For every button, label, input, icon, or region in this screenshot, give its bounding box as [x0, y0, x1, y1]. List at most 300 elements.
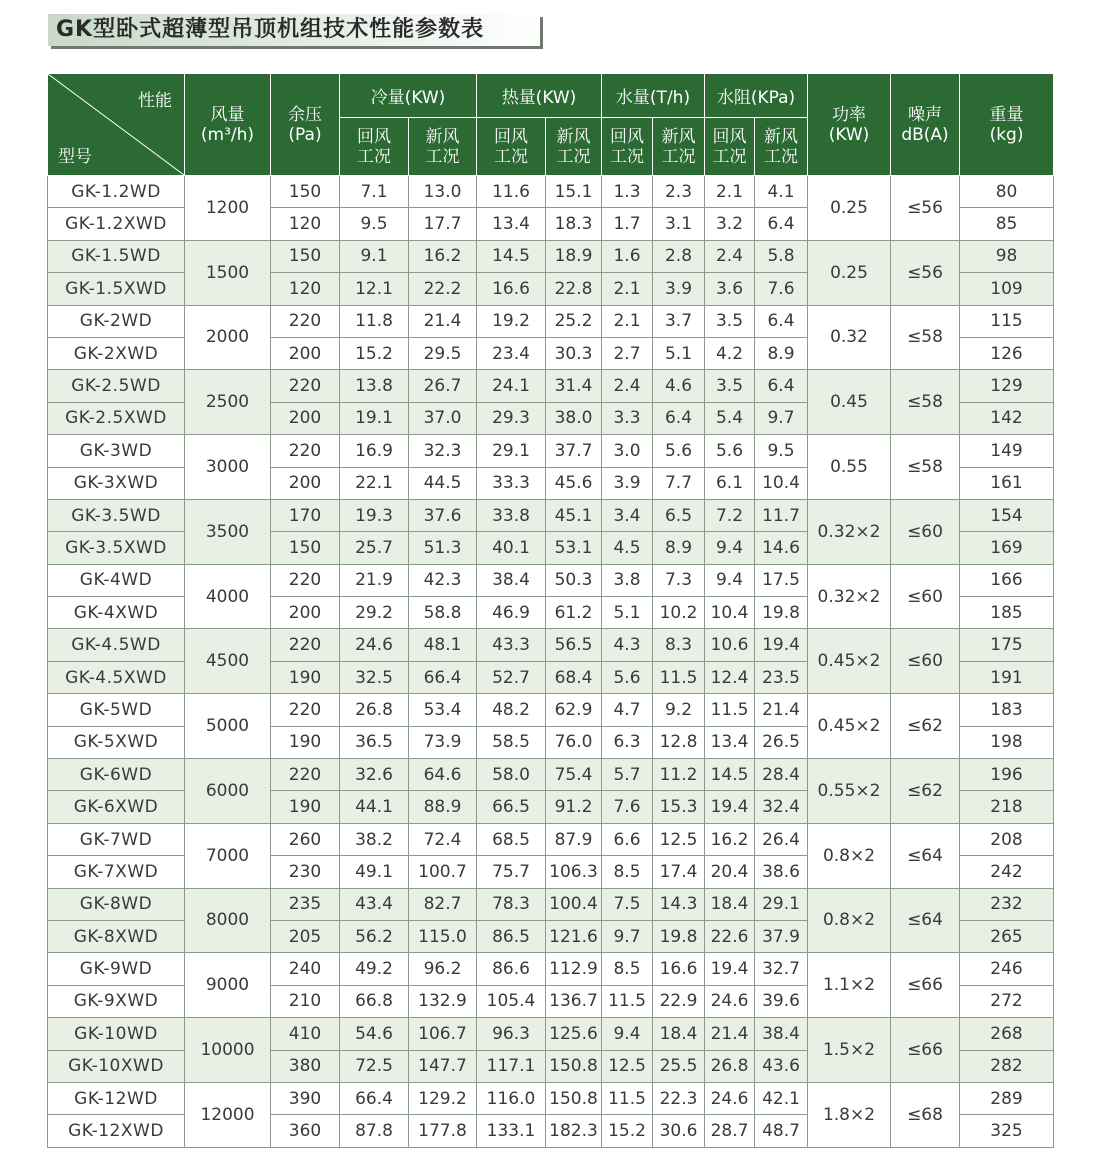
heat-f-cell: 30.3 — [546, 337, 602, 369]
res-f-cell: 8.9 — [755, 337, 808, 369]
model-cell: GK-4WD — [48, 564, 185, 596]
heat-f-cell: 91.2 — [546, 791, 602, 823]
power-cell: 0.25 — [808, 176, 891, 241]
noise-cell: ≤66 — [891, 953, 960, 1018]
table-row — [48, 1018, 1054, 1050]
header-airflow: 风量 (m³/h) — [185, 74, 271, 176]
power-cell: 0.32 — [808, 305, 891, 370]
heat-f-cell: 53.1 — [546, 532, 602, 564]
cool-r-cell: 32.5 — [340, 661, 409, 693]
res-f-cell: 19.4 — [755, 629, 808, 661]
res-f-cell: 4.1 — [755, 176, 808, 208]
res-r-cell: 7.2 — [705, 499, 755, 531]
cool-f-cell: 147.7 — [409, 1050, 477, 1082]
weight-cell: 289 — [960, 1082, 1054, 1114]
cool-r-cell: 9.5 — [340, 208, 409, 240]
header-heating-return: 回风 工况 — [477, 118, 546, 176]
heat-f-cell: 38.0 — [546, 402, 602, 434]
pressure-cell: 240 — [271, 953, 340, 985]
table-row — [48, 564, 1054, 596]
power-cell: 0.55 — [808, 435, 891, 500]
airflow-cell: 1200 — [185, 176, 271, 241]
res-f-cell: 38.4 — [755, 1018, 808, 1050]
noise-cell: ≤58 — [891, 435, 960, 500]
water-r-cell: 4.5 — [602, 532, 653, 564]
cool-r-cell: 66.8 — [340, 985, 409, 1017]
cool-r-cell: 7.1 — [340, 176, 409, 208]
cool-f-cell: 42.3 — [409, 564, 477, 596]
res-f-cell: 21.4 — [755, 694, 808, 726]
cool-r-cell: 22.1 — [340, 467, 409, 499]
heat-r-cell: 96.3 — [477, 1018, 546, 1050]
water-f-cell: 22.9 — [653, 985, 705, 1017]
airflow-cell: 2000 — [185, 305, 271, 370]
airflow-cell: 7000 — [185, 823, 271, 888]
water-f-cell: 18.4 — [653, 1018, 705, 1050]
water-f-cell: 3.9 — [653, 273, 705, 305]
heat-f-cell: 45.6 — [546, 467, 602, 499]
model-cell: GK-7XWD — [48, 856, 185, 888]
airflow-cell: 6000 — [185, 759, 271, 824]
power-cell: 1.5×2 — [808, 1018, 891, 1083]
noise-cell: ≤58 — [891, 305, 960, 370]
weight-cell: 154 — [960, 499, 1054, 531]
res-f-cell: 29.1 — [755, 888, 808, 920]
water-f-cell: 15.3 — [653, 791, 705, 823]
pressure-cell: 170 — [271, 499, 340, 531]
res-r-cell: 18.4 — [705, 888, 755, 920]
header-water-fresh: 新风 工况 — [653, 118, 705, 176]
heat-f-cell: 182.3 — [546, 1115, 602, 1148]
cool-f-cell: 29.5 — [409, 337, 477, 369]
cool-r-cell: 54.6 — [340, 1018, 409, 1050]
heat-r-cell: 58.5 — [477, 726, 546, 758]
heat-r-cell: 46.9 — [477, 597, 546, 629]
pressure-cell: 380 — [271, 1050, 340, 1082]
res-f-cell: 32.4 — [755, 791, 808, 823]
heat-f-cell: 61.2 — [546, 597, 602, 629]
pressure-cell: 220 — [271, 305, 340, 337]
res-r-cell: 24.6 — [705, 985, 755, 1017]
weight-cell: 80 — [960, 176, 1054, 208]
water-r-cell: 4.7 — [602, 694, 653, 726]
water-f-cell: 16.6 — [653, 953, 705, 985]
heat-f-cell: 62.9 — [546, 694, 602, 726]
res-f-cell: 23.5 — [755, 661, 808, 693]
pressure-cell: 200 — [271, 597, 340, 629]
res-r-cell: 14.5 — [705, 759, 755, 791]
res-r-cell: 3.6 — [705, 273, 755, 305]
cool-f-cell: 106.7 — [409, 1018, 477, 1050]
cool-f-cell: 21.4 — [409, 305, 477, 337]
heat-r-cell: 58.0 — [477, 759, 546, 791]
cool-f-cell: 177.8 — [409, 1115, 477, 1148]
table-row — [48, 629, 1054, 661]
cool-f-cell: 129.2 — [409, 1082, 477, 1114]
heat-r-cell: 24.1 — [477, 370, 546, 402]
water-f-cell: 8.9 — [653, 532, 705, 564]
water-r-cell: 2.1 — [602, 273, 653, 305]
pressure-cell: 205 — [271, 920, 340, 952]
water-f-cell: 25.5 — [653, 1050, 705, 1082]
heat-f-cell: 18.3 — [546, 208, 602, 240]
pressure-cell: 120 — [271, 208, 340, 240]
res-r-cell: 3.5 — [705, 305, 755, 337]
table-row — [48, 1082, 1054, 1114]
weight-cell: 191 — [960, 661, 1054, 693]
airflow-cell: 12000 — [185, 1082, 271, 1147]
header-cooling-return: 回风 工况 — [340, 118, 409, 176]
water-r-cell: 3.9 — [602, 467, 653, 499]
res-r-cell: 19.4 — [705, 791, 755, 823]
res-r-cell: 3.2 — [705, 208, 755, 240]
water-f-cell: 3.7 — [653, 305, 705, 337]
model-cell: GK-2XWD — [48, 337, 185, 369]
page-title: GK型卧式超薄型吊顶机组技术性能参数表 — [56, 17, 485, 42]
weight-cell: 129 — [960, 370, 1054, 402]
heat-r-cell: 78.3 — [477, 888, 546, 920]
cool-r-cell: 21.9 — [340, 564, 409, 596]
water-f-cell: 11.2 — [653, 759, 705, 791]
model-cell: GK-5XWD — [48, 726, 185, 758]
heat-f-cell: 31.4 — [546, 370, 602, 402]
model-cell: GK-9XWD — [48, 985, 185, 1017]
cool-r-cell: 16.9 — [340, 435, 409, 467]
cool-r-cell: 87.8 — [340, 1115, 409, 1148]
weight-cell: 282 — [960, 1050, 1054, 1082]
header-resistance-return: 回风 工况 — [705, 118, 755, 176]
model-cell: GK-6WD — [48, 759, 185, 791]
power-cell: 0.8×2 — [808, 823, 891, 888]
water-r-cell: 9.7 — [602, 920, 653, 952]
heat-r-cell: 33.8 — [477, 499, 546, 531]
model-cell: GK-6XWD — [48, 791, 185, 823]
weight-cell: 109 — [960, 273, 1054, 305]
water-f-cell: 30.6 — [653, 1115, 705, 1148]
power-cell: 0.45 — [808, 370, 891, 435]
airflow-cell: 5000 — [185, 694, 271, 759]
res-r-cell: 4.2 — [705, 337, 755, 369]
cool-r-cell: 56.2 — [340, 920, 409, 952]
weight-cell: 98 — [960, 240, 1054, 272]
water-f-cell: 9.2 — [653, 694, 705, 726]
heat-f-cell: 50.3 — [546, 564, 602, 596]
res-f-cell: 14.6 — [755, 532, 808, 564]
weight-cell: 242 — [960, 856, 1054, 888]
power-cell: 0.55×2 — [808, 759, 891, 824]
noise-cell: ≤64 — [891, 823, 960, 888]
cool-f-cell: 88.9 — [409, 791, 477, 823]
water-r-cell: 5.1 — [602, 597, 653, 629]
cool-f-cell: 96.2 — [409, 953, 477, 985]
header-heating: 热量(KW) — [477, 74, 602, 118]
res-r-cell: 21.4 — [705, 1018, 755, 1050]
model-cell: GK-4.5WD — [48, 629, 185, 661]
table-row — [48, 435, 1054, 467]
spec-table — [47, 73, 1054, 1148]
water-r-cell: 6.6 — [602, 823, 653, 855]
res-f-cell: 19.8 — [755, 597, 808, 629]
cool-r-cell: 36.5 — [340, 726, 409, 758]
pressure-cell: 150 — [271, 532, 340, 564]
header-resistance-fresh: 新风 工况 — [755, 118, 808, 176]
model-cell: GK-2.5XWD — [48, 402, 185, 434]
heat-r-cell: 75.7 — [477, 856, 546, 888]
heat-r-cell: 13.4 — [477, 208, 546, 240]
water-f-cell: 6.4 — [653, 402, 705, 434]
table-row — [48, 823, 1054, 855]
heat-r-cell: 117.1 — [477, 1050, 546, 1082]
heat-r-cell: 38.4 — [477, 564, 546, 596]
water-r-cell: 6.3 — [602, 726, 653, 758]
model-cell: GK-4XWD — [48, 597, 185, 629]
cool-r-cell: 9.1 — [340, 240, 409, 272]
model-cell: GK-2WD — [48, 305, 185, 337]
res-r-cell: 2.1 — [705, 176, 755, 208]
res-f-cell: 17.5 — [755, 564, 808, 596]
pressure-cell: 120 — [271, 273, 340, 305]
pressure-cell: 200 — [271, 402, 340, 434]
heat-r-cell: 29.1 — [477, 435, 546, 467]
cool-f-cell: 37.6 — [409, 499, 477, 531]
model-cell: GK-8WD — [48, 888, 185, 920]
res-r-cell: 19.4 — [705, 953, 755, 985]
weight-cell: 115 — [960, 305, 1054, 337]
model-cell: GK-3XWD — [48, 467, 185, 499]
heat-f-cell: 136.7 — [546, 985, 602, 1017]
water-r-cell: 8.5 — [602, 856, 653, 888]
res-f-cell: 39.6 — [755, 985, 808, 1017]
cool-f-cell: 132.9 — [409, 985, 477, 1017]
pressure-cell: 190 — [271, 726, 340, 758]
noise-cell: ≤60 — [891, 499, 960, 564]
model-cell: GK-3.5WD — [48, 499, 185, 531]
heat-f-cell: 75.4 — [546, 759, 602, 791]
water-f-cell: 12.5 — [653, 823, 705, 855]
cool-r-cell: 19.3 — [340, 499, 409, 531]
heat-r-cell: 52.7 — [477, 661, 546, 693]
cool-f-cell: 26.7 — [409, 370, 477, 402]
weight-cell: 196 — [960, 759, 1054, 791]
cool-f-cell: 100.7 — [409, 856, 477, 888]
model-cell: GK-12WD — [48, 1082, 185, 1114]
heat-r-cell: 16.6 — [477, 273, 546, 305]
model-cell: GK-1.2WD — [48, 176, 185, 208]
res-r-cell: 12.4 — [705, 661, 755, 693]
cool-r-cell: 43.4 — [340, 888, 409, 920]
water-r-cell: 3.4 — [602, 499, 653, 531]
model-cell: GK-10XWD — [48, 1050, 185, 1082]
airflow-cell: 4000 — [185, 564, 271, 629]
model-cell: GK-4.5XWD — [48, 661, 185, 693]
res-f-cell: 32.7 — [755, 953, 808, 985]
water-r-cell: 8.5 — [602, 953, 653, 985]
header-water: 水量(T/h) — [602, 74, 705, 118]
cool-f-cell: 32.3 — [409, 435, 477, 467]
pressure-cell: 150 — [271, 240, 340, 272]
airflow-cell: 4500 — [185, 629, 271, 694]
water-f-cell: 2.3 — [653, 176, 705, 208]
heat-r-cell: 29.3 — [477, 402, 546, 434]
cool-r-cell: 38.2 — [340, 823, 409, 855]
res-f-cell: 42.1 — [755, 1082, 808, 1114]
pressure-cell: 200 — [271, 467, 340, 499]
cool-r-cell: 26.8 — [340, 694, 409, 726]
water-r-cell: 15.2 — [602, 1115, 653, 1148]
pressure-cell: 410 — [271, 1018, 340, 1050]
header-model: 型号 — [58, 147, 92, 167]
water-r-cell: 4.3 — [602, 629, 653, 661]
header-resistance: 水阻(KPa) — [705, 74, 808, 118]
model-cell: GK-1.2XWD — [48, 208, 185, 240]
noise-cell: ≤60 — [891, 629, 960, 694]
res-f-cell: 11.7 — [755, 499, 808, 531]
weight-cell: 142 — [960, 402, 1054, 434]
heat-f-cell: 76.0 — [546, 726, 602, 758]
water-r-cell: 2.4 — [602, 370, 653, 402]
weight-cell: 126 — [960, 337, 1054, 369]
cool-f-cell: 82.7 — [409, 888, 477, 920]
weight-cell: 149 — [960, 435, 1054, 467]
res-r-cell: 2.4 — [705, 240, 755, 272]
cool-r-cell: 49.2 — [340, 953, 409, 985]
cool-r-cell: 44.1 — [340, 791, 409, 823]
table-row — [48, 888, 1054, 920]
airflow-cell: 3000 — [185, 435, 271, 500]
table-row — [48, 370, 1054, 402]
heat-r-cell: 86.6 — [477, 953, 546, 985]
pressure-cell: 220 — [271, 629, 340, 661]
water-r-cell: 9.4 — [602, 1018, 653, 1050]
res-r-cell: 10.4 — [705, 597, 755, 629]
res-f-cell: 28.4 — [755, 759, 808, 791]
cool-r-cell: 72.5 — [340, 1050, 409, 1082]
pressure-cell: 260 — [271, 823, 340, 855]
heat-r-cell: 11.6 — [477, 176, 546, 208]
power-cell: 0.32×2 — [808, 564, 891, 629]
noise-cell: ≤66 — [891, 1018, 960, 1083]
res-f-cell: 38.6 — [755, 856, 808, 888]
res-f-cell: 7.6 — [755, 273, 808, 305]
water-r-cell: 2.7 — [602, 337, 653, 369]
airflow-cell: 3500 — [185, 499, 271, 564]
heat-r-cell: 66.5 — [477, 791, 546, 823]
res-r-cell: 6.1 — [705, 467, 755, 499]
res-r-cell: 13.4 — [705, 726, 755, 758]
heat-r-cell: 23.4 — [477, 337, 546, 369]
cool-r-cell: 19.1 — [340, 402, 409, 434]
weight-cell: 161 — [960, 467, 1054, 499]
table-row — [48, 499, 1054, 531]
water-f-cell: 5.6 — [653, 435, 705, 467]
heat-r-cell: 133.1 — [477, 1115, 546, 1148]
weight-cell: 246 — [960, 953, 1054, 985]
water-f-cell: 4.6 — [653, 370, 705, 402]
noise-cell: ≤68 — [891, 1082, 960, 1147]
airflow-cell: 8000 — [185, 888, 271, 953]
water-f-cell: 2.8 — [653, 240, 705, 272]
weight-cell: 272 — [960, 985, 1054, 1017]
noise-cell: ≤62 — [891, 759, 960, 824]
noise-cell: ≤60 — [891, 564, 960, 629]
cool-f-cell: 51.3 — [409, 532, 477, 564]
res-r-cell: 26.8 — [705, 1050, 755, 1082]
heat-r-cell: 19.2 — [477, 305, 546, 337]
cool-f-cell: 115.0 — [409, 920, 477, 952]
weight-cell: 218 — [960, 791, 1054, 823]
water-r-cell: 1.6 — [602, 240, 653, 272]
model-cell: GK-2.5WD — [48, 370, 185, 402]
heat-f-cell: 45.1 — [546, 499, 602, 531]
res-r-cell: 9.4 — [705, 532, 755, 564]
res-r-cell: 11.5 — [705, 694, 755, 726]
heat-r-cell: 33.3 — [477, 467, 546, 499]
water-f-cell: 22.3 — [653, 1082, 705, 1114]
model-cell: GK-7WD — [48, 823, 185, 855]
weight-cell: 85 — [960, 208, 1054, 240]
pressure-cell: 200 — [271, 337, 340, 369]
water-r-cell: 7.5 — [602, 888, 653, 920]
heat-r-cell: 14.5 — [477, 240, 546, 272]
pressure-cell: 220 — [271, 370, 340, 402]
res-f-cell: 26.5 — [755, 726, 808, 758]
cool-f-cell: 17.7 — [409, 208, 477, 240]
cool-f-cell: 64.6 — [409, 759, 477, 791]
water-f-cell: 3.1 — [653, 208, 705, 240]
cool-r-cell: 24.6 — [340, 629, 409, 661]
pressure-cell: 150 — [271, 176, 340, 208]
water-f-cell: 19.8 — [653, 920, 705, 952]
weight-cell: 183 — [960, 694, 1054, 726]
model-cell: GK-10WD — [48, 1018, 185, 1050]
res-r-cell: 16.2 — [705, 823, 755, 855]
water-f-cell: 7.3 — [653, 564, 705, 596]
res-f-cell: 26.4 — [755, 823, 808, 855]
cool-f-cell: 44.5 — [409, 467, 477, 499]
heat-f-cell: 18.9 — [546, 240, 602, 272]
water-f-cell: 12.8 — [653, 726, 705, 758]
heat-f-cell: 121.6 — [546, 920, 602, 952]
heat-f-cell: 150.8 — [546, 1082, 602, 1114]
noise-cell: ≤56 — [891, 240, 960, 305]
res-f-cell: 6.4 — [755, 208, 808, 240]
cool-r-cell: 13.8 — [340, 370, 409, 402]
heat-f-cell: 25.2 — [546, 305, 602, 337]
water-f-cell: 6.5 — [653, 499, 705, 531]
heat-f-cell: 112.9 — [546, 953, 602, 985]
pressure-cell: 190 — [271, 661, 340, 693]
water-r-cell: 1.3 — [602, 176, 653, 208]
water-r-cell: 5.7 — [602, 759, 653, 791]
water-f-cell: 5.1 — [653, 337, 705, 369]
res-r-cell: 28.7 — [705, 1115, 755, 1148]
cool-r-cell: 49.1 — [340, 856, 409, 888]
power-cell: 0.32×2 — [808, 499, 891, 564]
noise-cell: ≤56 — [891, 176, 960, 241]
pressure-cell: 230 — [271, 856, 340, 888]
header-diagonal-cell — [48, 74, 185, 176]
cool-r-cell: 29.2 — [340, 597, 409, 629]
model-cell: GK-1.5XWD — [48, 273, 185, 305]
res-f-cell: 10.4 — [755, 467, 808, 499]
water-f-cell: 11.5 — [653, 661, 705, 693]
pressure-cell: 220 — [271, 759, 340, 791]
heat-f-cell: 68.4 — [546, 661, 602, 693]
water-r-cell: 12.5 — [602, 1050, 653, 1082]
heat-f-cell: 87.9 — [546, 823, 602, 855]
airflow-cell: 9000 — [185, 953, 271, 1018]
model-cell: GK-9WD — [48, 953, 185, 985]
